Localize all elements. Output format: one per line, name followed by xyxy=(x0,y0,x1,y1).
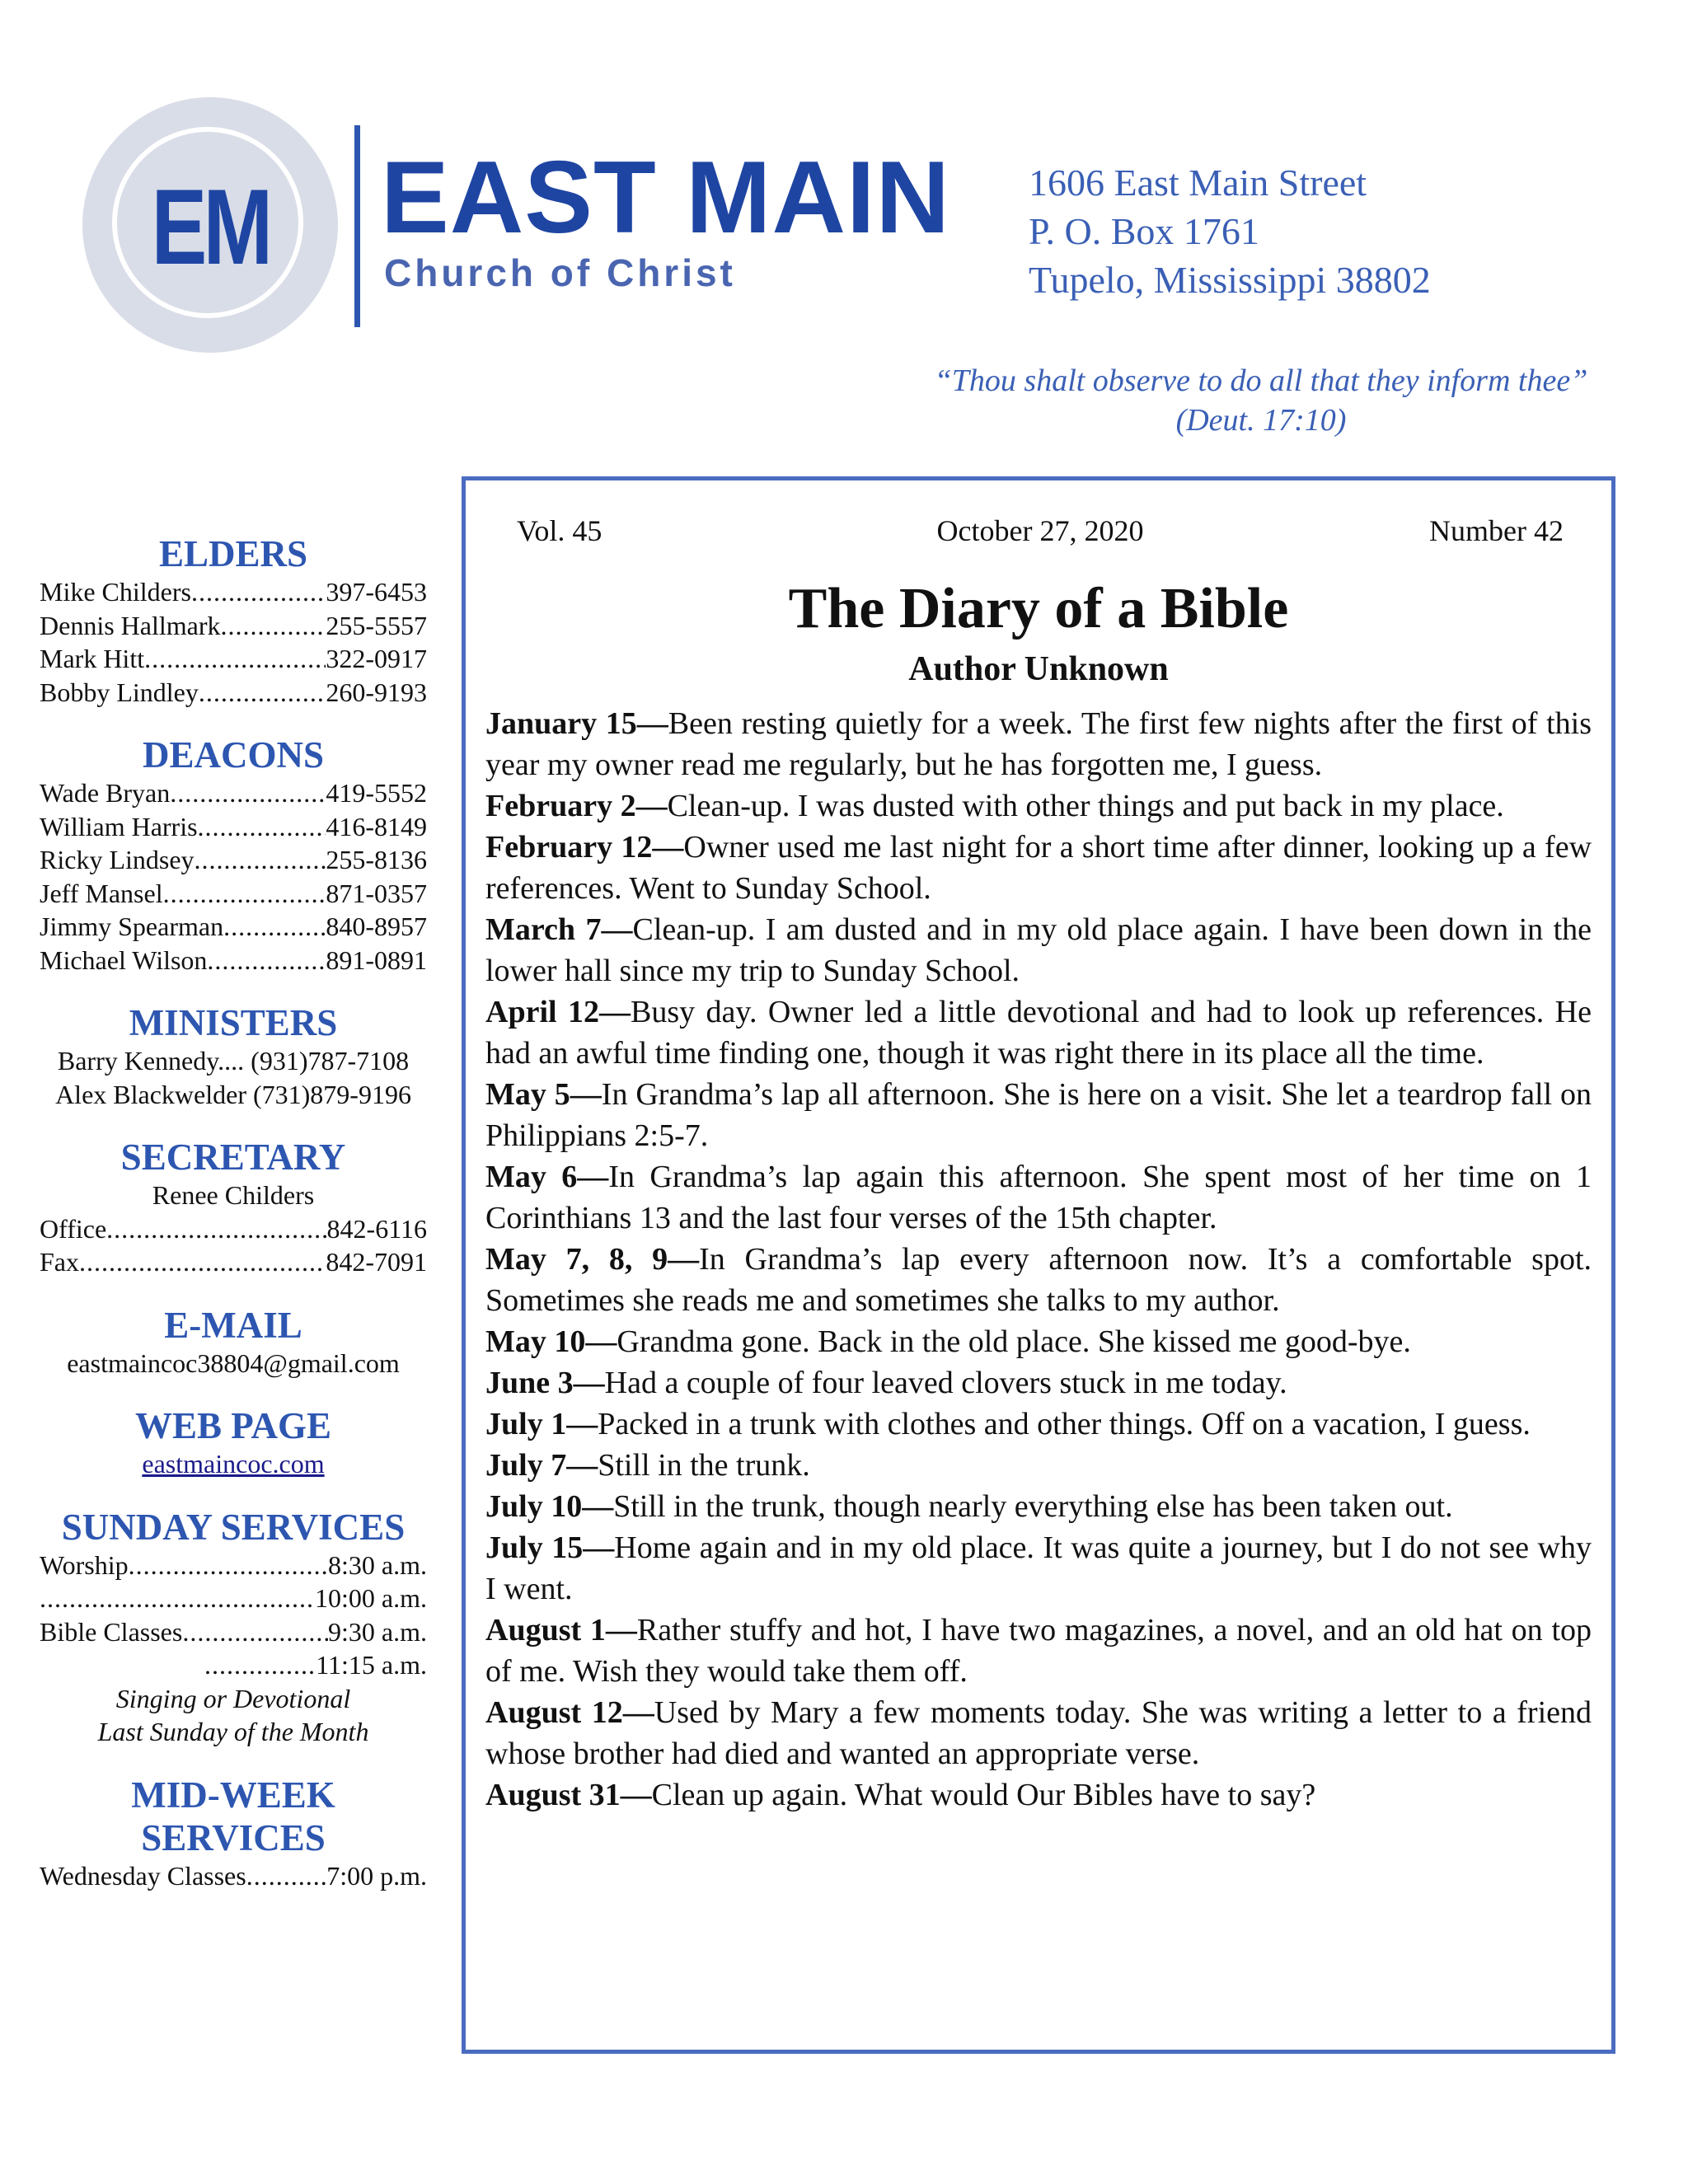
motto-reference: (Deut. 17:10) xyxy=(1175,403,1347,438)
issue-volume: Vol. 45 xyxy=(517,514,603,547)
address-line: Tupelo, Mississippi 38802 xyxy=(1029,259,1431,301)
deacon-row xyxy=(40,776,427,810)
diary-entry xyxy=(485,1156,1592,1239)
entry-text: Busy day. Owner led a little devotional and had to look up references. He had an awful time finding one, though it was right there in its place all the time. xyxy=(485,995,1592,1071)
entry-date: July 10— xyxy=(485,1489,614,1524)
deacon-name: Jeff Mansel xyxy=(40,878,163,908)
deacon-name: Ricky Lindsey xyxy=(40,845,195,874)
entry-date: August 12— xyxy=(485,1695,654,1730)
elder-phone: 322-0917 xyxy=(326,644,427,673)
entry-date: January 15— xyxy=(485,706,668,741)
ministers-section xyxy=(40,1001,427,1111)
diary-entry xyxy=(485,1362,1592,1404)
deacon-name: William Harris xyxy=(40,811,198,841)
entry-date: March 7— xyxy=(485,912,633,947)
diary-entry xyxy=(485,1445,1592,1486)
sunday-services-section xyxy=(40,1506,427,1749)
classes-time: 9:30 a.m. xyxy=(328,1616,427,1647)
entry-date: May 6— xyxy=(485,1160,609,1194)
elder-phone: 255-5557 xyxy=(326,610,427,640)
elder-row xyxy=(40,609,427,643)
deacon-phone: 416-8149 xyxy=(326,811,427,841)
diary-entry xyxy=(485,1692,1592,1774)
worship-label: Worship xyxy=(40,1549,129,1580)
deacon-phone: 891-0891 xyxy=(326,944,427,975)
entry-text: Been resting quietly for a week. The first few nights after the first of this year my owner read me regularly, but he has forgotten me, I guess. xyxy=(485,706,1592,782)
diary-entry xyxy=(485,1239,1592,1321)
deacons-section xyxy=(40,733,427,977)
deacon-row xyxy=(40,843,427,877)
church-subtitle: Church of Christ xyxy=(384,251,736,294)
logo-divider xyxy=(354,125,360,327)
office-phone: 842-6116 xyxy=(326,1213,427,1244)
midweek-heading: MID-WEEK xyxy=(131,1774,335,1816)
entry-date: June 3— xyxy=(485,1366,605,1400)
diary-entry xyxy=(485,1774,1592,1816)
elder-row xyxy=(40,575,427,609)
entry-text: Grandma gone. Back in the old place. She kissed me good-bye. xyxy=(617,1324,1411,1359)
diary-entries xyxy=(485,703,1592,1816)
elder-row xyxy=(40,676,427,710)
entry-text: In Grandma’s lap every afternoon now. It’s a comfortable spot. Sometimes she reads me and sometimes she talks to my author. xyxy=(485,1242,1592,1318)
address-line: P. O. Box 1761 xyxy=(1029,210,1259,252)
fax-number: 842-7091 xyxy=(326,1247,427,1277)
deacon-phone: 871-0357 xyxy=(326,878,427,908)
article-box xyxy=(462,476,1615,2054)
logo-monogram: EM xyxy=(151,166,270,287)
fax-row xyxy=(40,1245,427,1279)
web-heading: WEB PAGE xyxy=(135,1405,331,1446)
deacon-row xyxy=(40,877,427,911)
singing-note: Singing or Devotional xyxy=(115,1683,351,1713)
singing-note-when: Last Sunday of the Month xyxy=(97,1717,369,1746)
deacon-row xyxy=(40,810,427,844)
entry-date: July 1— xyxy=(485,1407,598,1441)
web-section xyxy=(40,1404,427,1481)
entry-text: Clean up again. What would Our Bibles have to say? xyxy=(651,1778,1316,1812)
diary-entry xyxy=(485,1404,1592,1445)
classes-time: 11:15 a.m. xyxy=(316,1650,427,1680)
entry-text: Had a couple of four leaved clovers stuck in me today. xyxy=(604,1366,1287,1400)
diary-entry xyxy=(485,909,1592,991)
entry-text: Rather stuffy and hot, I have two magazines, a novel, and an old hat on top of me. Wish they would take them off. xyxy=(485,1613,1592,1689)
issue-number: Number 42 xyxy=(1429,514,1564,547)
entry-text: In Grandma’s lap again this afternoon. She spent most of her time on 1 Corinthians 13 and the last four verses of the 15th chapter. xyxy=(485,1160,1592,1235)
entry-date: February 2— xyxy=(485,789,668,823)
article-author: Author Unknown xyxy=(908,650,1169,688)
diary-entry xyxy=(485,1321,1592,1362)
web-link[interactable]: eastmaincoc.com xyxy=(142,1449,325,1479)
diary-entry xyxy=(485,1074,1592,1156)
entry-text: Clean-up. I was dusted with other things and put back in my place. xyxy=(667,789,1504,823)
office-label: Office xyxy=(40,1213,107,1244)
entry-date: August 1— xyxy=(485,1613,637,1647)
entry-date: April 12— xyxy=(485,995,631,1029)
diary-entry xyxy=(485,991,1592,1074)
secretary-name: Renee Childers xyxy=(152,1180,315,1210)
diary-entry xyxy=(485,1610,1592,1692)
scripture-motto xyxy=(874,361,1648,440)
elders-section xyxy=(40,532,427,709)
deacon-row xyxy=(40,944,427,977)
wednesday-time: 7:00 p.m. xyxy=(326,1860,427,1891)
church-logo xyxy=(82,97,338,353)
elder-phone: 397-6453 xyxy=(326,577,427,607)
elder-row xyxy=(40,642,427,676)
worship-row xyxy=(40,1549,427,1582)
entry-date: May 10— xyxy=(485,1324,617,1359)
entry-date: February 12— xyxy=(485,830,684,865)
secretary-section xyxy=(40,1136,427,1279)
elder-name: Mark Hitt xyxy=(40,644,145,673)
deacon-name: Michael Wilson xyxy=(40,944,208,975)
midweek-section xyxy=(40,1774,427,1893)
email-heading: E-MAIL xyxy=(164,1304,302,1346)
wednesday-label: Wednesday Classes xyxy=(40,1860,246,1891)
entry-date: May 5— xyxy=(485,1077,602,1112)
worship-time: 8:30 a.m. xyxy=(328,1549,427,1580)
article-title: The Diary of a Bible xyxy=(788,577,1289,640)
motto-text: “Thou shalt observe to do all that they inform thee” xyxy=(934,363,1588,398)
elder-phone: 260-9193 xyxy=(326,677,427,707)
entry-text: Clean-up. I am dusted and in my old place again. I have been down in the lower hall since my trip to Sunday School. xyxy=(485,912,1592,988)
deacon-phone: 255-8136 xyxy=(326,845,427,874)
entry-date: July 7— xyxy=(485,1448,598,1483)
deacon-name: Jimmy Spearman xyxy=(40,912,224,941)
entry-date: July 15— xyxy=(485,1530,615,1565)
elder-name: Dennis Hallmark xyxy=(40,610,221,640)
mailing-address xyxy=(1029,158,1431,304)
deacon-name: Wade Bryan xyxy=(40,778,171,808)
elder-name: Mike Childers xyxy=(40,577,191,607)
diary-entry xyxy=(485,785,1592,827)
issue-info xyxy=(517,513,1564,548)
entry-text: Owner used me last night for a short time after dinner, looking up a few references. Went to Sunday School. xyxy=(485,830,1592,906)
fax-label: Fax xyxy=(40,1247,79,1277)
elder-name: Bobby Lindley xyxy=(40,677,199,707)
address-line: 1606 East Main Street xyxy=(1029,162,1367,204)
deacons-heading: DEACONS xyxy=(142,734,325,776)
entry-text: Packed in a trunk with clothes and other things. Off on a vacation, I guess. xyxy=(598,1407,1531,1441)
sidebar xyxy=(40,532,427,1917)
diary-entry xyxy=(485,827,1592,909)
entry-text: Still in the trunk. xyxy=(598,1448,810,1483)
ministers-heading: MINISTERS xyxy=(129,1002,338,1043)
entry-text: Home again and in my old place. It was quite a journey, but I do not see why I went. xyxy=(485,1530,1592,1606)
minister-line: Alex Blackwelder (731)879-9196 xyxy=(55,1079,411,1109)
office-row xyxy=(40,1212,427,1246)
diary-entry xyxy=(485,1486,1592,1527)
entry-text: In Grandma’s lap all afternoon. She is here on a visit. She let a teardrop fall on Philippians 2:5-7. xyxy=(485,1077,1592,1153)
diary-entry xyxy=(485,1527,1592,1610)
church-name: EAST MAIN xyxy=(381,141,950,255)
entry-date: August 31— xyxy=(485,1778,652,1812)
worship-row-2 xyxy=(40,1582,427,1615)
email-address[interactable]: eastmaincoc38804@gmail.com xyxy=(67,1347,400,1378)
midweek-heading: SERVICES xyxy=(141,1816,326,1858)
issue-date: October 27, 2020 xyxy=(936,514,1144,547)
email-section xyxy=(40,1304,427,1380)
entry-date: May 7, 8, 9— xyxy=(485,1242,700,1277)
deacon-phone: 419-5552 xyxy=(326,778,427,808)
deacon-phone: 840-8957 xyxy=(326,912,427,941)
sunday-services-heading: SUNDAY SERVICES xyxy=(61,1506,406,1548)
deacon-row xyxy=(40,910,427,944)
entry-text: Still in the trunk, though nearly everything else has been taken out. xyxy=(613,1489,1453,1524)
wednesday-row xyxy=(40,1859,427,1893)
elders-heading: ELDERS xyxy=(158,533,308,574)
classes-label: Bible Classes xyxy=(40,1616,183,1647)
entry-text: Used by Mary a few moments today. She was writing a letter to a friend whose brother had died and wanted an appropriate verse. xyxy=(485,1695,1592,1771)
minister-line: Barry Kennedy.... (931)787-7108 xyxy=(57,1046,410,1076)
worship-time: 10:00 a.m. xyxy=(315,1583,427,1613)
secretary-heading: SECRETARY xyxy=(120,1137,346,1178)
classes-row xyxy=(40,1615,427,1649)
diary-entry xyxy=(485,703,1592,785)
classes-row-2 xyxy=(40,1648,427,1682)
